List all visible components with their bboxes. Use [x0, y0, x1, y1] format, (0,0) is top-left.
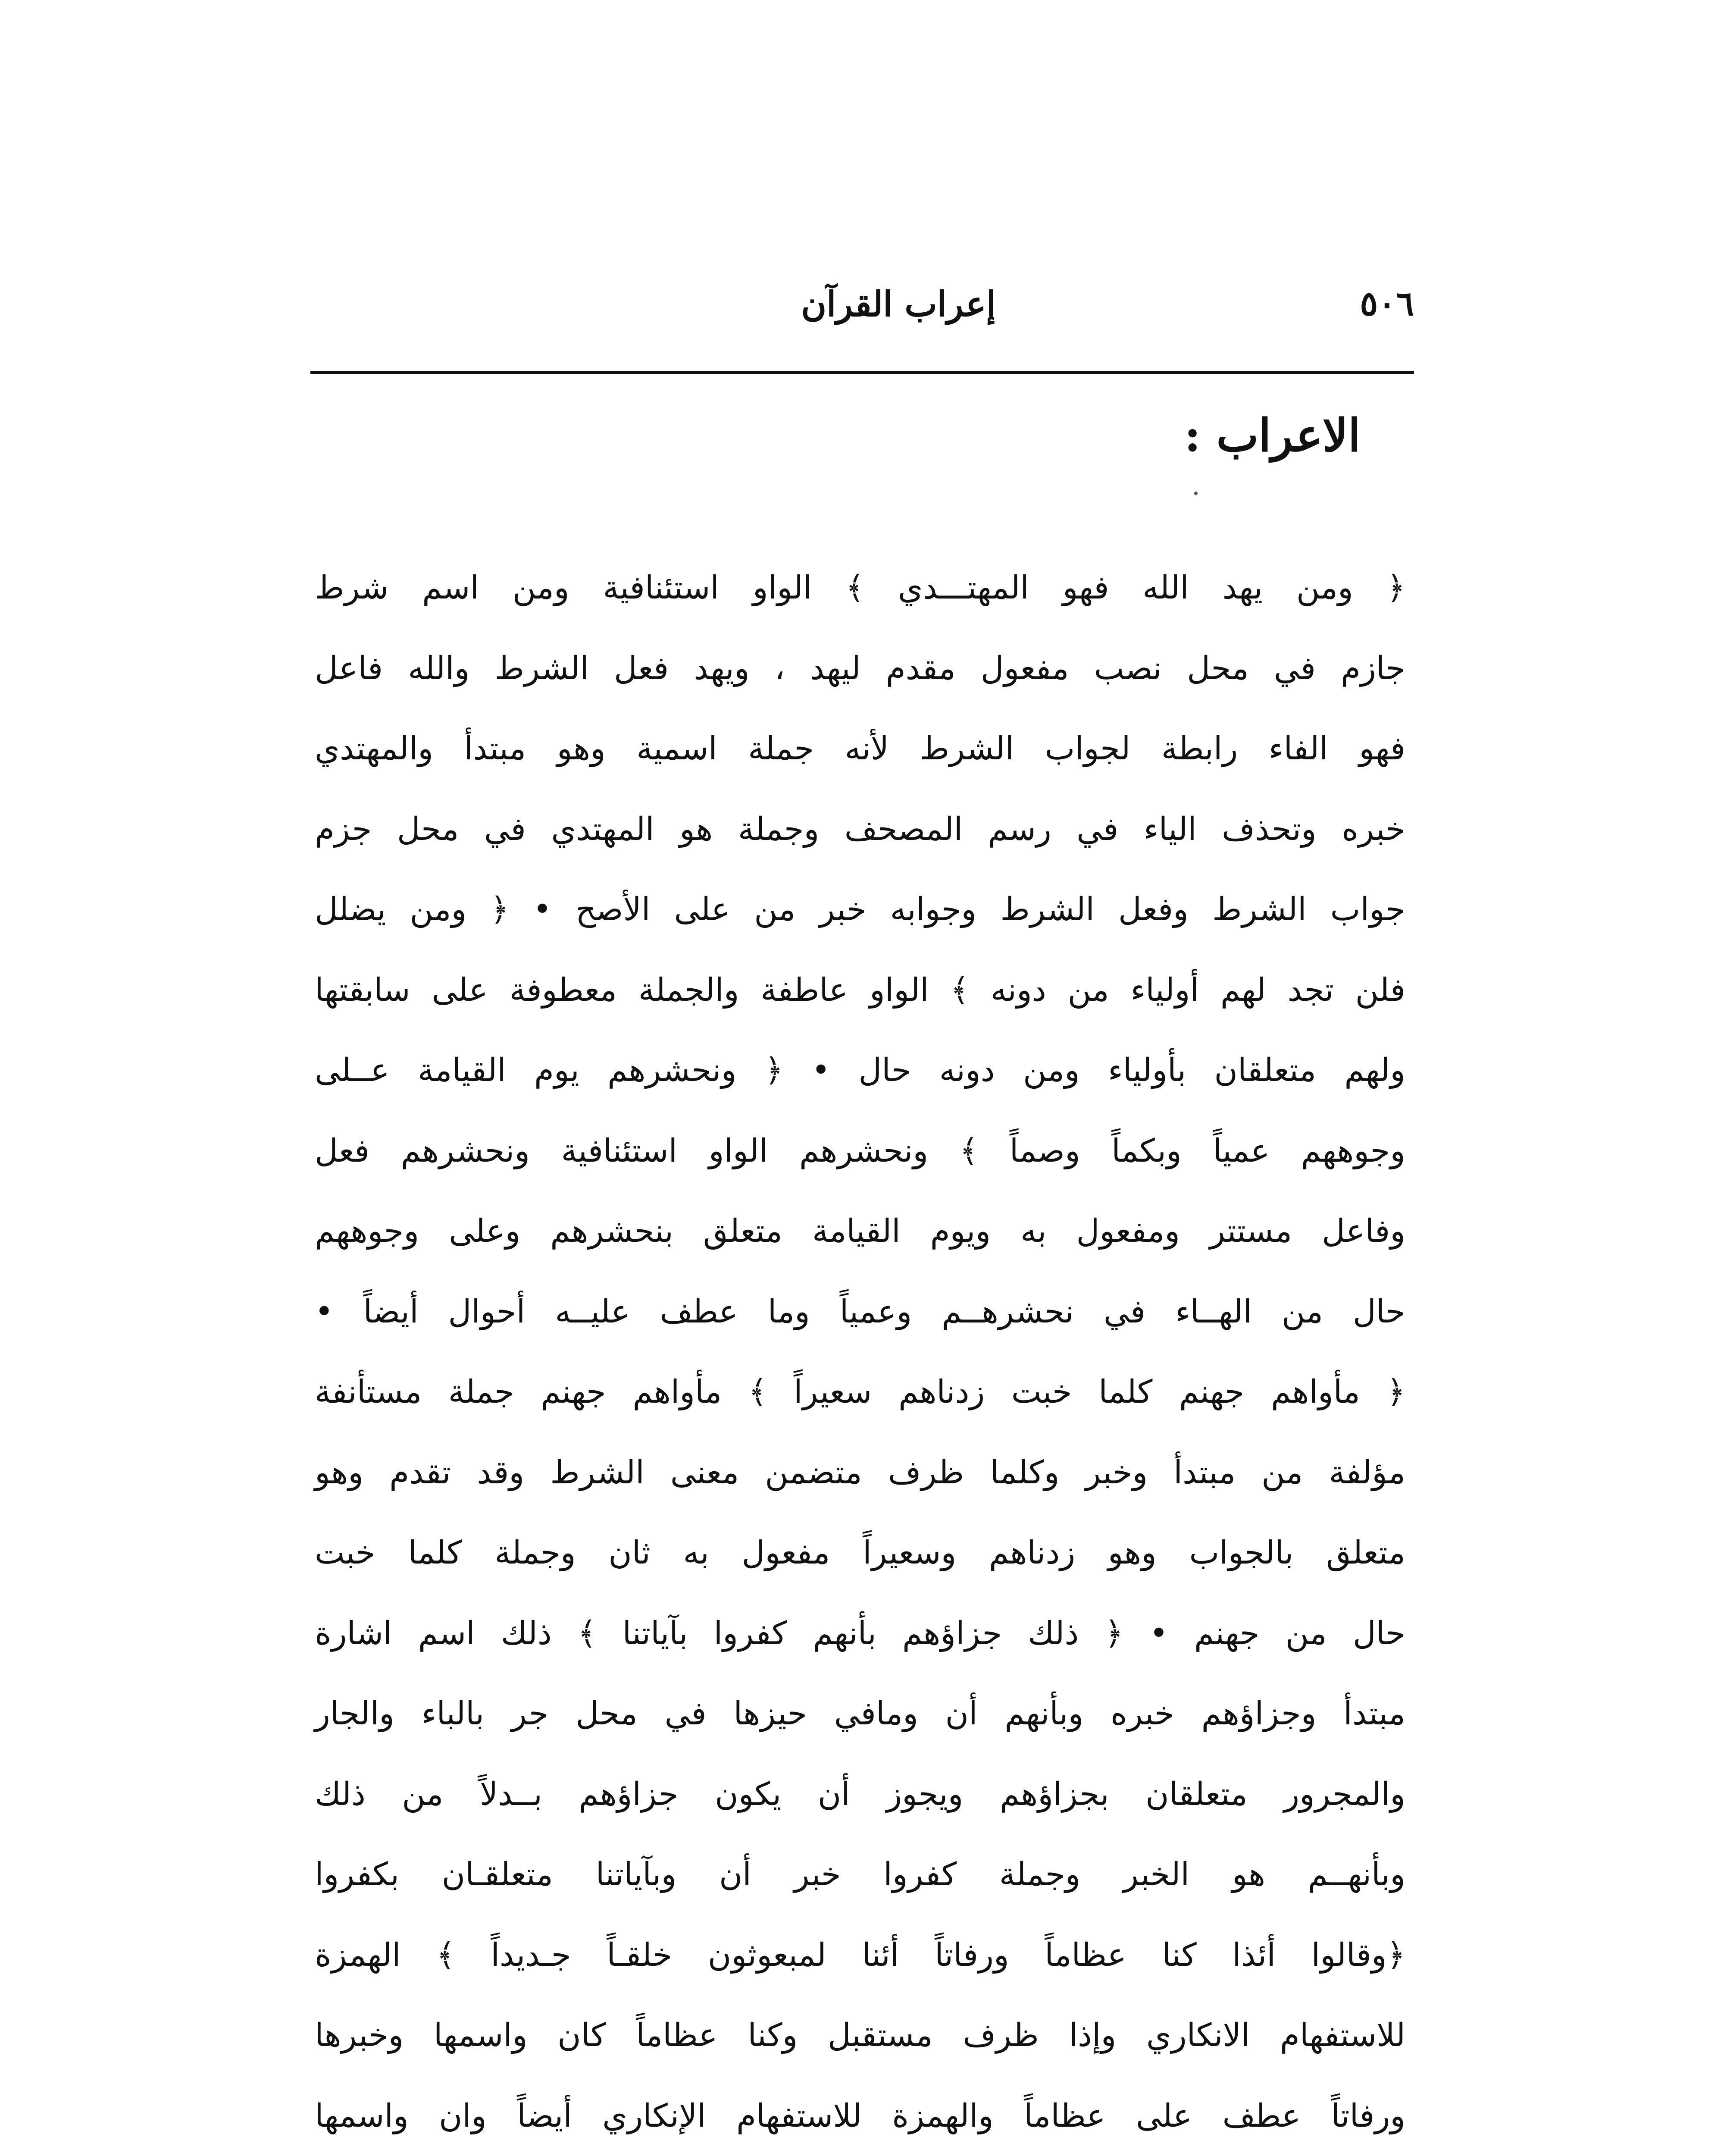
text-line: فلن تجد لهم أولياء من دونه ﴾ الواو عاطفة والجملة معطوفة على سابقتها [315, 971, 1405, 1009]
text-line: ﴿ ومن يهد الله فهو المهتـــدي ﴾ الواو استئنافية ومن اسم شرط [315, 569, 1405, 606]
text-line: وفاعل مستتر ومفعول به ويوم القيامة متعلق بنحشرهم وعلى وجوههم [315, 1213, 1405, 1250]
body-text [315, 548, 1405, 2156]
text-line: متعلق بالجواب وهو زدناهم وسعيراً مفعول به ثان وجملة كلما خبت [315, 1534, 1405, 1571]
text-line: جواب الشرط وفعل الشرط وجوابه خبر من على الأصح • ﴿ ومن يضلل [315, 891, 1405, 928]
text-line: ورفاتاً عطف على عظاماً والهمزة للاستفهام الإنكاري أيضاً وان واسمها [315, 2097, 1405, 2134]
book-title: إعراب القرآن [801, 284, 996, 324]
section-heading: الاعراب : [1184, 409, 1361, 462]
text-line: حال من جهنم • ﴿ ذلك جزاؤهم بأنهم كفروا بآياتنا ﴾ ذلك اسم اشارة [315, 1614, 1405, 1652]
text-line: والمجرور متعلقان بجزاؤهم ويجوز أن يكون جزاؤهم بــدلاً من ذلك [315, 1775, 1405, 1813]
text-line: ولهم متعلقان بأولياء ومن دونه حال • ﴿ ونحشرهم يوم القيامة عــلى [315, 1052, 1405, 1089]
header-rule [310, 371, 1414, 374]
text-line: وبأنهــم هو الخبر وجملة كفروا خبر أن وبآياتنا متعلقـان بكفروا [315, 1856, 1405, 1893]
text-line: للاستفهام الانكاري وإذا ظرف مستقبل وكنا عظاماً كان واسمها وخبرها [315, 2017, 1405, 2054]
text-line: مؤلفة من مبتدأ وخبر وكلما ظرف متضمن معنى الشرط وقد تقدم وهو [315, 1454, 1405, 1491]
text-line: جازم في محل نصب مفعول مقدم ليهد ، ويهد فعل الشرط والله فاعل [315, 649, 1405, 687]
text-line: وجوههم عمياً وبكماً وصماً ﴾ ونحشرهم الواو استئنافية ونحشرهم فعل [315, 1132, 1405, 1169]
text-line: مبتدأ وجزاؤهم خبره وبأنهم أن ومافي حيزها في محل جر بالباء والجار [315, 1695, 1405, 1732]
text-line: ﴿وقالوا أئذا كنا عظاماً ورفاتاً أئنا لمبعوثون خلقـاً جـديداً ﴾ الهمزة [315, 1936, 1405, 1974]
page-number: ٥٠٦ [1360, 284, 1414, 323]
text-line: فهو الفاء رابطة لجواب الشرط لأنه جملة اسمية وهو مبتدأ والمهتدي [315, 730, 1405, 767]
text-line: ﴿ مأواهم جهنم كلما خبت زدناهم سعيراً ﴾ مأواهم جهنم جملة مستأنفة [315, 1373, 1405, 1410]
scan-speck [1194, 492, 1198, 495]
text-line: حال من الهــاء في نحشرهــم وعمياً وما عطف عليــه أحوال أيضاً • [315, 1293, 1405, 1330]
running-header [310, 272, 1414, 336]
text-line: خبره وتحذف الياء في رسم المصحف وجملة هو المهتدي في محل جزم [315, 810, 1405, 848]
